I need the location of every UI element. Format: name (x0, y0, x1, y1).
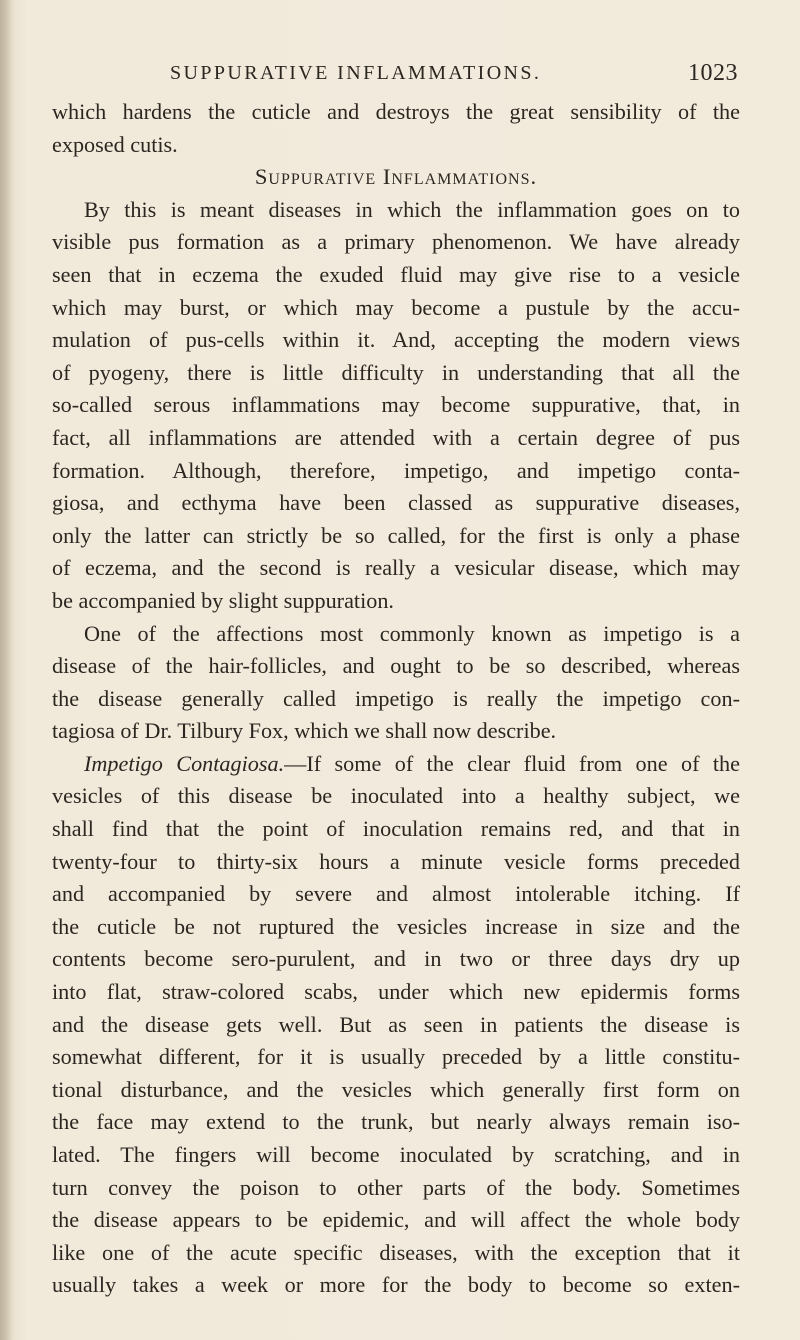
body-text (52, 96, 740, 1302)
text-line: By this is meant diseases in which the inflammation goes on to (84, 196, 740, 222)
text-line: turn convey the poison to other parts of the body. Sometimes (52, 1174, 740, 1200)
subsection-title: Impetigo Contagiosa. (84, 750, 285, 776)
text-line: tional disturbance, and the vesicles which generally first form on (52, 1076, 740, 1102)
text-line: which may burst, or which may become a pustule by the accu- (52, 294, 740, 320)
text-line: the cuticle be not ruptured the vesicles increase in size and the (52, 913, 740, 939)
text-line: somewhat different, for it is usually preceded by a little constitu- (52, 1044, 740, 1070)
text-line: and the disease gets well. But as seen in patients the disease is (52, 1011, 740, 1037)
text-line: disease of the hair-follicles, and ought to be so described, whereas (52, 653, 740, 679)
text-line: of eczema, and the second is really a vesicular disease, which may (52, 555, 740, 581)
running-head: SUPPURATIVE INFLAMMATIONS. (170, 62, 542, 84)
text-line: into flat, straw-colored scabs, under which new epidermis forms (52, 979, 740, 1005)
text-line: formation. Although, therefore, impetigo, and impetigo conta- (52, 457, 740, 483)
section-heading: Suppurative Inflammations. (254, 164, 538, 190)
text-line-continuation: —If some of the clear fluid from one of the (284, 750, 740, 776)
page-header (170, 62, 738, 92)
text-line: be accompanied by slight suppuration. (52, 587, 394, 613)
text-line: contents become sero-purulent, and in two or three days dry up (52, 946, 740, 972)
text-line (52, 748, 740, 781)
text-line: visible pus formation as a primary phenomenon. We have already (52, 229, 740, 255)
text-line: exposed cutis. (52, 131, 178, 157)
text-line: shall find that the point of inoculation remains red, and that in (52, 816, 740, 842)
text-line: seen that in eczema the exuded fluid may give rise to a vesicle (52, 261, 740, 287)
text-line: lated. The fingers will become inoculated by scratching, and in (52, 1142, 740, 1167)
text-line: which hardens the cuticle and destroys the great sensibility of the (52, 99, 740, 124)
text-line: giosa, and ecthyma have been classed as suppurative diseases, (52, 490, 740, 516)
text-line: the face may extend to the trunk, but nearly always remain iso- (52, 1109, 740, 1135)
text-line: tagiosa of Dr. Tilbury Fox, which we shall now describe. (52, 718, 557, 744)
text-line: and accompanied by severe and almost intolerable itching. If (52, 881, 740, 907)
text-line: twenty-four to thirty-six hours a minute vesicle forms preceded (52, 848, 740, 874)
text-line: One of the affections most commonly known as impetigo is a (84, 620, 740, 646)
text-line: fact, all inflammations are attended with a certain degree of pus (52, 424, 740, 450)
page-number: 1023 (688, 60, 738, 86)
text-line: so-called serous inflammations may become suppurative, that, in (52, 392, 740, 418)
text-line: the disease generally called impetigo is really the impetigo con- (52, 685, 740, 711)
text-line: mulation of pus-cells within it. And, accepting the modern views (52, 327, 740, 353)
text-line: the disease appears to be epidemic, and will affect the whole body (52, 1207, 740, 1233)
text-line: only the latter can strictly be so called, for the first is only a phase (52, 522, 740, 548)
text-line: usually takes a week or more for the body to become so exten- (52, 1272, 740, 1298)
text-line: vesicles of this disease be inoculated into a healthy subject, we (52, 783, 740, 809)
text-line: of pyogeny, there is little difficulty in understanding that all the (52, 359, 740, 385)
text-line: like one of the acute specific diseases, with the exception that it (52, 1239, 740, 1265)
binding-shadow (0, 0, 14, 1340)
